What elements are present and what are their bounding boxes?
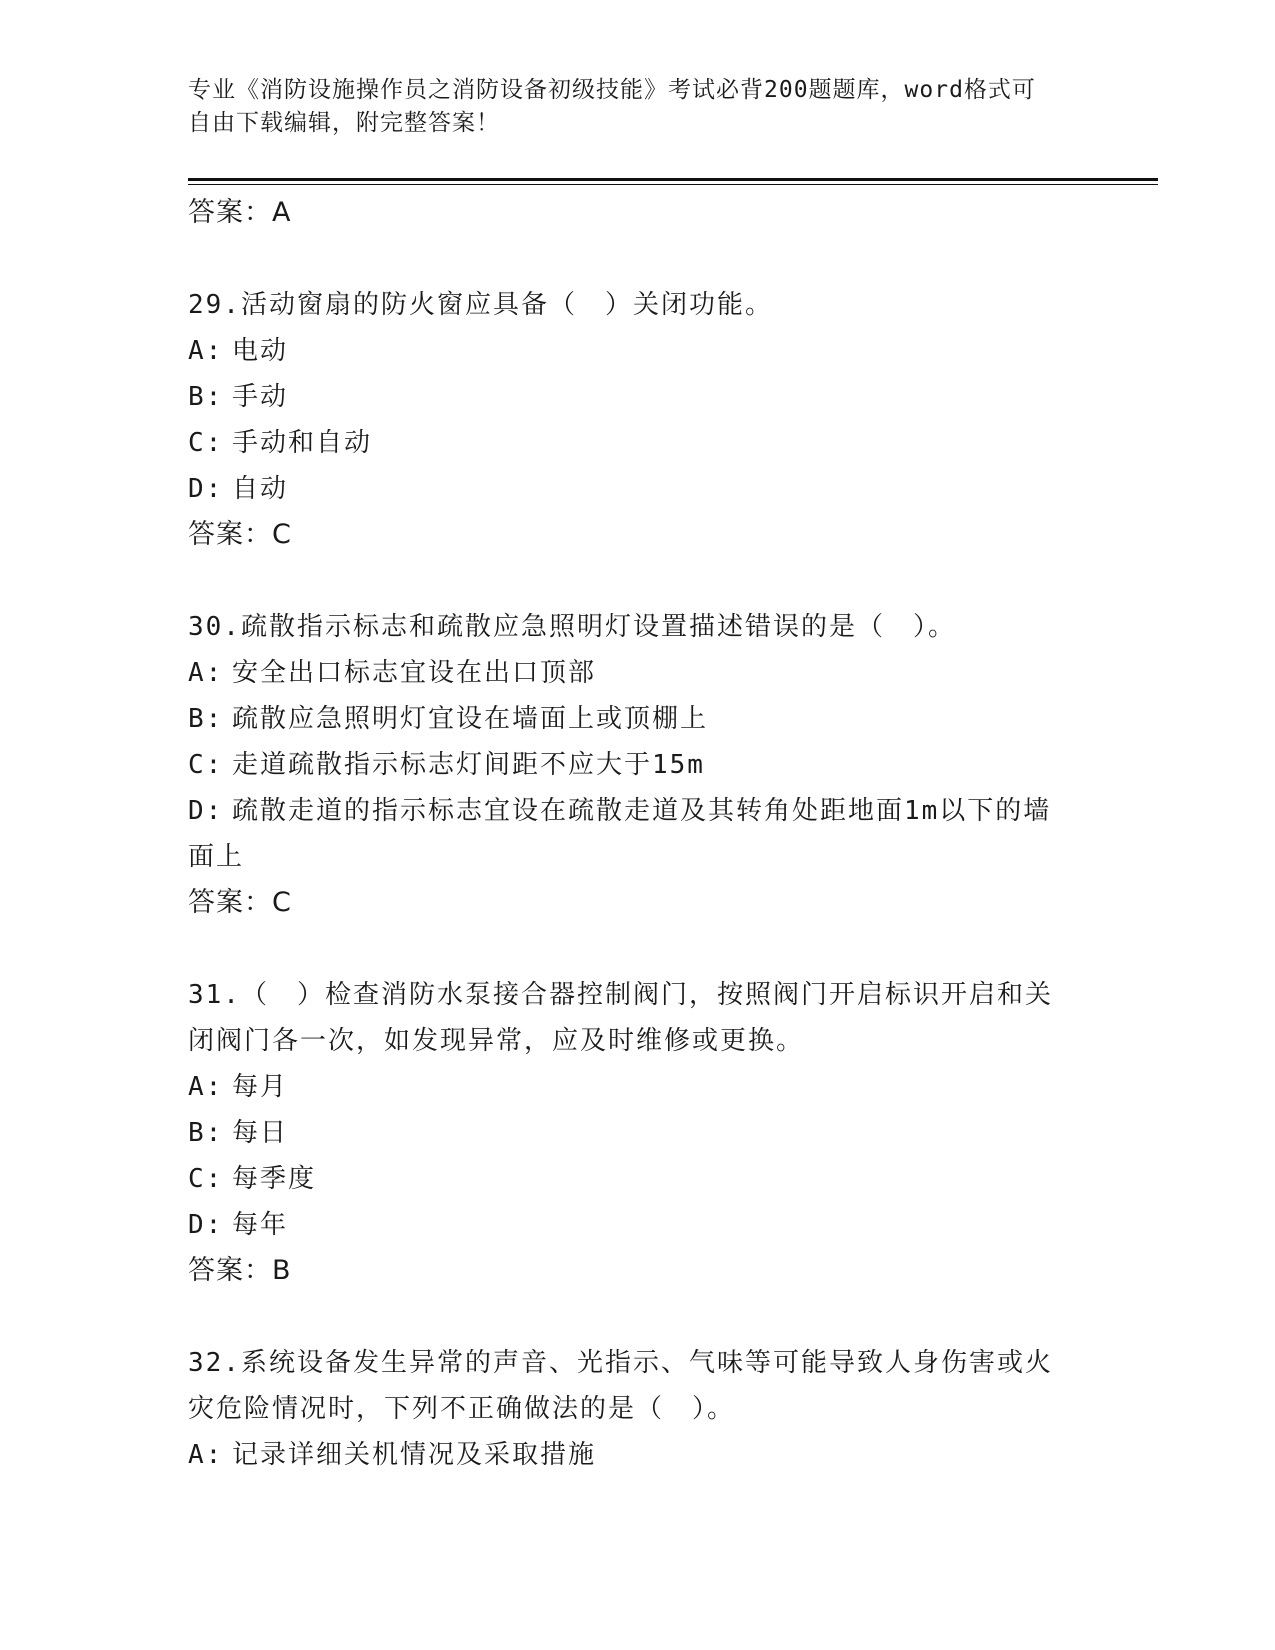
option-d bbox=[188, 1202, 1088, 1248]
question-32 bbox=[188, 1340, 1088, 1478]
header-line-1: 专业《消防设施操作员之消防设备初级技能》考试必背200题题库，word格式可 bbox=[188, 77, 1036, 103]
answer-previous: 答案：A bbox=[188, 197, 292, 228]
option-label: D: bbox=[188, 1210, 224, 1240]
question-stem: 30.疏散指示标志和疏散应急照明灯设置描述错误的是（ ）。 bbox=[188, 612, 956, 642]
option-label: A: bbox=[188, 1072, 224, 1102]
option-text: 每日 bbox=[232, 1118, 289, 1148]
document-header bbox=[188, 74, 1078, 140]
option-label: B: bbox=[188, 1118, 224, 1148]
question-31 bbox=[188, 972, 1088, 1294]
option-c bbox=[188, 1156, 1088, 1202]
question-stem: 32.系统设备发生异常的声音、光指示、气味等可能导致人身伤害或火灾危险情况时，下列不正确做法的是（ ）。 bbox=[188, 1348, 1053, 1424]
option-text: 手动 bbox=[232, 382, 289, 412]
option-a bbox=[188, 1064, 1088, 1110]
question-stem: 31.（ ）检查消防水泵接合器控制阀门，按照阀门开启标识开启和关闭阀门各一次，如发现异常，应及时维修或更换。 bbox=[188, 980, 1053, 1056]
option-d bbox=[188, 466, 1088, 512]
option-text: 记录详细关机情况及采取措施 bbox=[232, 1440, 597, 1470]
header-rule-thick bbox=[188, 178, 1158, 181]
answer: 答案：B bbox=[188, 1255, 292, 1286]
option-text: 每月 bbox=[232, 1072, 289, 1102]
option-a bbox=[188, 328, 1088, 374]
option-b bbox=[188, 1110, 1088, 1156]
option-d bbox=[188, 788, 1078, 880]
option-label: A: bbox=[188, 1440, 224, 1470]
header-line-2: 自由下载编辑，附完整答案！ bbox=[188, 110, 500, 136]
option-label: C: bbox=[188, 428, 224, 458]
option-label: D: bbox=[188, 796, 224, 826]
option-text: 安全出口标志宜设在出口顶部 bbox=[232, 658, 597, 688]
option-c bbox=[188, 742, 1088, 788]
option-label: D: bbox=[188, 474, 224, 504]
option-b bbox=[188, 374, 1088, 420]
option-text: 电动 bbox=[232, 336, 289, 366]
option-c bbox=[188, 420, 1088, 466]
option-b bbox=[188, 696, 1088, 742]
option-label: C: bbox=[188, 1164, 224, 1194]
option-text: 疏散走道的指示标志宜设在疏散走道及其转角处距地面1m以下的墙面上 bbox=[188, 796, 1052, 872]
option-label: A: bbox=[188, 658, 224, 688]
option-label: A: bbox=[188, 336, 224, 366]
option-a bbox=[188, 650, 1088, 696]
question-30 bbox=[188, 604, 1088, 926]
option-text: 手动和自动 bbox=[232, 428, 373, 458]
answer: 答案：C bbox=[188, 519, 292, 550]
option-text: 疏散应急照明灯宜设在墙面上或顶棚上 bbox=[232, 704, 709, 734]
option-a bbox=[188, 1432, 1088, 1478]
header-rule-thin bbox=[188, 184, 1158, 185]
option-label: C: bbox=[188, 750, 224, 780]
option-label: B: bbox=[188, 704, 224, 734]
answer: 答案：C bbox=[188, 887, 292, 918]
question-29 bbox=[188, 282, 1088, 558]
option-text: 自动 bbox=[232, 474, 289, 504]
question-stem: 29.活动窗扇的防火窗应具备（ ）关闭功能。 bbox=[188, 290, 773, 320]
option-label: B: bbox=[188, 382, 224, 412]
option-text: 走道疏散指示标志灯间距不应大于15m bbox=[232, 750, 705, 780]
option-text: 每季度 bbox=[232, 1164, 317, 1194]
question-list bbox=[188, 190, 1088, 1478]
option-text: 每年 bbox=[232, 1210, 289, 1240]
